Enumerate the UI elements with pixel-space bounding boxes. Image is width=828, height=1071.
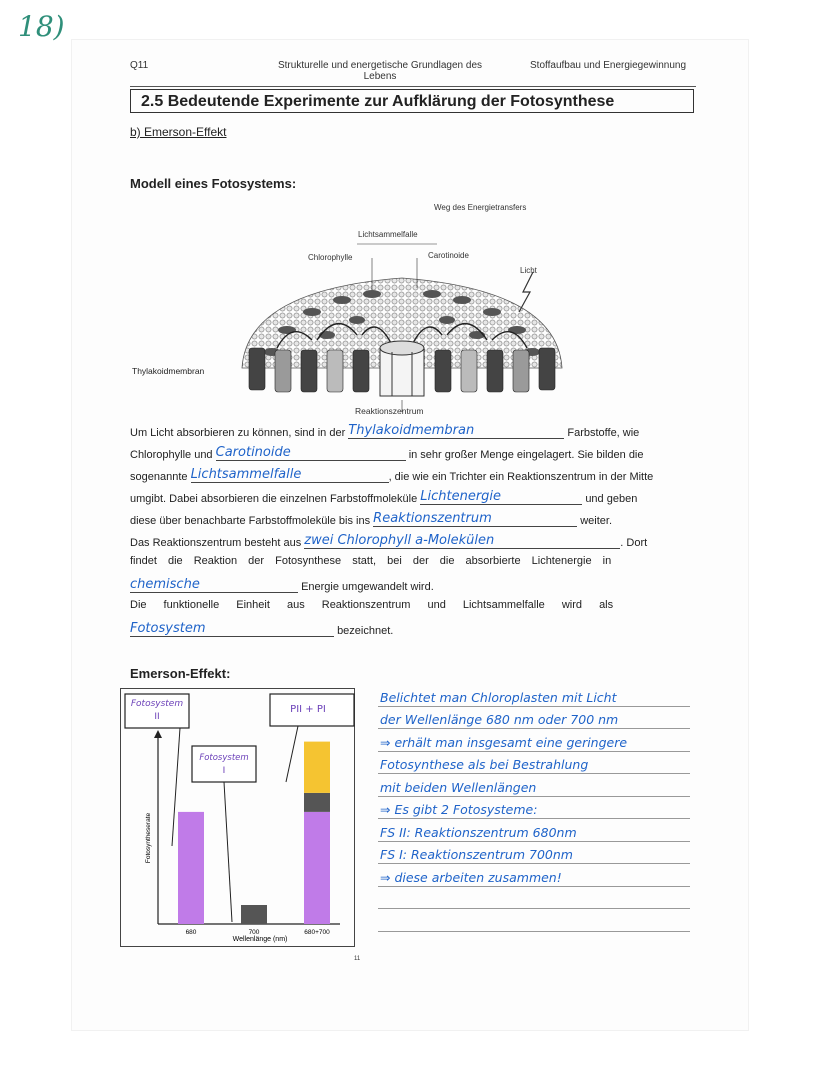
answer-photosystem: Fotosystem: [130, 621, 206, 636]
note-text: FS I: Reaktionszentrum 700nm: [380, 847, 573, 862]
bar-680+700-series-0: [304, 812, 330, 924]
label-carotenoids: Carotinoide: [428, 251, 469, 260]
cloze-line-9: Die funktionelle Einheit aus Reaktionszentrum und Lichtsammelfalle wird als: [130, 599, 614, 611]
callout-ps1-box: [192, 746, 256, 782]
cloze-line-1: Um Licht absorbieren zu können, sind in der Thylakoidmembran Farbstoffe, wie: [130, 423, 640, 439]
handwritten-notes: [378, 684, 690, 932]
note-line: [378, 797, 690, 820]
label-antenna: Lichtsammelfalle: [358, 230, 418, 239]
bar-680+700-series-1: [304, 793, 330, 812]
bar-680-series-0: [178, 812, 204, 924]
callout-ps1-line2: I: [222, 766, 226, 776]
header-divider: [130, 86, 696, 87]
note-line: [378, 842, 690, 865]
answer-chemical: chemische: [130, 577, 200, 592]
note-line: [378, 887, 690, 910]
emerson-chart: [120, 688, 370, 950]
cloze-line-6: Das Reaktionszentrum besteht aus zwei Chlorophyll a-Molekülen . Dort: [130, 533, 648, 549]
note-line: [378, 909, 690, 932]
answer-thylakoid: Thylakoidmembran: [348, 423, 475, 438]
note-text: Fotosynthese als bei Bestrahlung: [380, 757, 589, 772]
cloze-line-10: Fotosystem bezeichnet.: [130, 621, 394, 637]
page-number: 18): [18, 10, 65, 43]
note-line: [378, 864, 690, 887]
label-energy-path: Weg des Energietransfers: [434, 203, 527, 212]
note-text: ⇒ erhält man insgesamt eine geringere: [380, 734, 628, 750]
note-text: Belichtet man Chloroplasten mit Licht: [380, 689, 617, 705]
callout-ps1-line1: Fotosystem: [199, 753, 249, 763]
callout-ps2-line2: II: [154, 712, 160, 722]
page-reference: 11: [354, 956, 361, 962]
note-line: [378, 752, 690, 775]
callout-ps2-line1: Fotosystem: [130, 699, 184, 709]
bar-680+700-series-2: [304, 742, 330, 793]
note-line: [378, 729, 690, 752]
answer-antenna: Lichtsammelfalle: [190, 467, 302, 482]
callout-both-text: PII + PI: [290, 704, 326, 715]
page-title: 2.5 Bedeutende Experimente zur Aufklärung der Fotosynthese: [130, 89, 694, 113]
y-axis-label: Fotosyntheserate: [145, 812, 152, 864]
label-chlorophylls: Chlorophylle: [308, 253, 353, 262]
x-tick-label: 680: [185, 929, 197, 936]
emerson-heading: Emerson-Effekt:: [130, 666, 231, 681]
label-reaction-center: Reaktionszentrum: [355, 406, 424, 416]
note-line: [378, 707, 690, 730]
bar-700-series-1: [241, 905, 267, 924]
note-text: ⇒ diese arbeiten zusammen!: [380, 869, 562, 885]
note-text: FS II: Reaktionszentrum 680nm: [380, 824, 577, 840]
header-topic: Strukturelle und energetische Grundlagen des Lebens: [277, 60, 483, 82]
section-subtitle: b) Emerson-Effekt: [130, 125, 227, 139]
answer-light-energy: Lichtenergie: [420, 489, 502, 504]
callout-both-pointer: [286, 726, 298, 782]
answer-chlorophyll-a: zwei Chlorophyll a-Molekülen: [304, 533, 495, 548]
note-line: [378, 774, 690, 797]
cloze-line-2: Chlorophylle und Carotinoide in sehr großer Menge eingelagert. Sie bilden die: [130, 445, 644, 461]
y-axis-arrow: [154, 730, 162, 738]
label-membrane: Thylakoidmembran: [132, 366, 205, 376]
callout-ps1-pointer: [224, 782, 232, 922]
x-tick-label: 700: [248, 929, 260, 936]
cloze-line-7: findet die Reaktion der Fotosynthese statt, bei der die absorbierte Lichtenergie in: [130, 555, 612, 567]
label-light: Licht: [520, 266, 537, 275]
x-axis-label: Wellenlänge (nm): [232, 936, 288, 943]
note-text: mit beiden Wellenlängen: [380, 779, 537, 795]
header-area: Stoffaufbau und Energiegewinnung: [530, 60, 687, 71]
model-heading: Modell eines Fotosystems:: [130, 176, 297, 191]
cloze-line-8: chemische Energie umgewandelt wird.: [130, 577, 434, 593]
answer-carotenoids: Carotinoide: [215, 445, 291, 460]
answer-reaction-center: Reaktionszentrum: [373, 511, 492, 526]
cloze-line-4: umgibt. Dabei absorbieren die einzelnen Farbstoffmoleküle Lichtenergie und geben: [130, 489, 638, 505]
note-line: [378, 684, 690, 707]
header-course: Q11: [130, 60, 149, 71]
cloze-line-5: diese über benachbarte Farbstoffmoleküle bis ins Reaktionszentrum weiter.: [130, 511, 613, 527]
note-text: der Wellenlänge 680 nm oder 700 nm: [380, 712, 619, 727]
cloze-line-3: sogenannte Lichtsammelfalle , die wie ein Trichter ein Reaktionszentrum in der Mitte: [130, 467, 654, 483]
note-line: [378, 819, 690, 842]
note-text: ⇒ Es gibt 2 Fotosysteme:: [380, 802, 538, 817]
worksheet: [72, 40, 748, 1030]
x-tick-label: 680+700: [304, 929, 330, 936]
